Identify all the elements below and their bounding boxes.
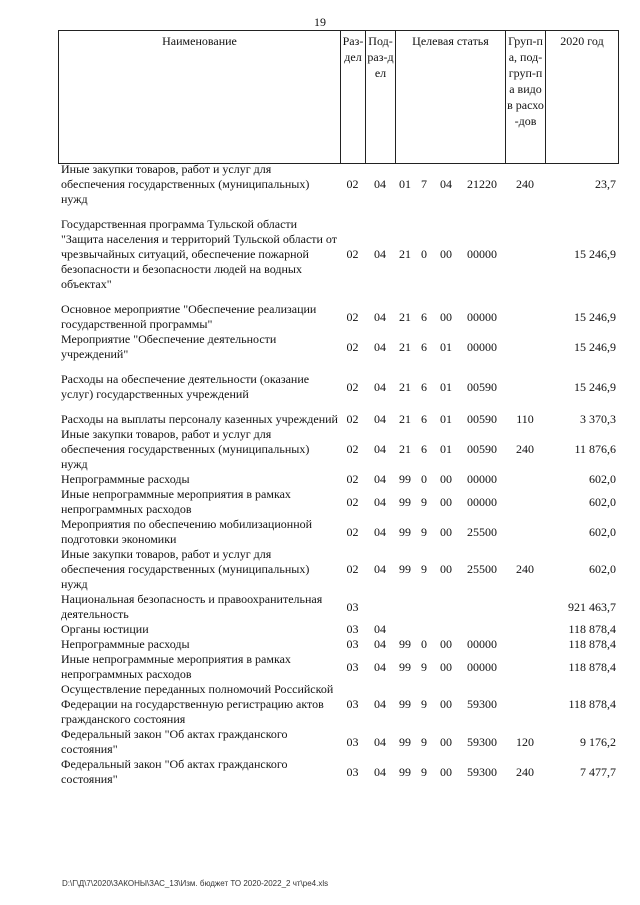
row-expense-type <box>505 472 545 487</box>
row-target-subprogram: 9 <box>421 697 427 711</box>
row-target-direction: 00000 <box>467 247 497 261</box>
row-target-program: 21 <box>399 379 411 394</box>
row-name: Государственная программа Тульской области "Защита населения и территорий Тульской области от чрезвычайных ситуаций, обеспечение пожарной безопасности и безопасности людей на водных объектах" <box>61 217 338 291</box>
page-number: 19 <box>314 15 326 29</box>
row-target-subprogram <box>415 622 433 637</box>
table-row <box>58 487 618 517</box>
row-spacer <box>58 292 618 302</box>
header-target-cell <box>396 31 506 164</box>
row-target-event: 00 <box>440 734 452 749</box>
row-amount: 602,0 <box>589 524 616 539</box>
row-target-subprogram: 6 <box>421 309 427 324</box>
row-target-subprogram: 9 <box>421 734 427 749</box>
table-row <box>58 472 618 487</box>
row-amount: 602,0 <box>589 494 616 509</box>
row-podrazdel: 04 <box>374 339 386 354</box>
row-amount: 118 878,4 <box>568 659 616 674</box>
table-row <box>58 332 618 362</box>
row-target-program: 99 <box>399 659 411 674</box>
table-row <box>58 622 618 637</box>
row-name: Мероприятия по обеспечению мобилизационной подготовки экономики <box>61 517 313 546</box>
row-target-event: 00 <box>440 524 452 539</box>
row-name: Федеральный закон "Об актах гражданского состояния" <box>61 727 288 756</box>
row-razdel: 02 <box>346 339 359 354</box>
row-target-event: 00 <box>440 472 452 486</box>
row-target-direction: 25500 <box>467 524 497 539</box>
header-target-article: Целевая статья <box>412 34 489 48</box>
row-target-program <box>395 592 415 622</box>
row-spacer-cell <box>58 292 618 302</box>
table-row <box>58 652 618 682</box>
row-razdel: 03 <box>346 637 359 651</box>
row-target-event: 00 <box>440 764 452 779</box>
row-podrazdel: 04 <box>374 442 386 456</box>
row-target-event: 04 <box>440 177 452 191</box>
row-podrazdel <box>365 592 395 622</box>
row-target-subprogram: 9 <box>421 562 427 576</box>
row-target-subprogram: 9 <box>421 764 427 779</box>
row-name: Непрограммные расходы <box>61 637 190 651</box>
row-target-subprogram: 0 <box>421 637 427 651</box>
row-razdel: 03 <box>346 659 359 674</box>
row-target-program: 21 <box>399 247 411 261</box>
row-name: Расходы на обеспечение деятельности (оказание услуг) государственных учреждений <box>61 372 310 401</box>
row-spacer-cell <box>58 207 618 217</box>
row-target-direction: 00000 <box>467 472 497 486</box>
row-target-event: 00 <box>440 659 452 674</box>
row-podrazdel: 04 <box>374 177 386 191</box>
row-target-event: 01 <box>440 442 452 456</box>
row-expense-type: 240 <box>516 764 534 779</box>
row-razdel: 03 <box>346 697 359 711</box>
row-amount: 15 246,9 <box>574 309 616 324</box>
row-podrazdel: 04 <box>374 637 386 651</box>
row-expense-type: 240 <box>516 442 534 456</box>
row-podrazdel: 04 <box>374 734 386 749</box>
row-target-program: 99 <box>399 764 411 779</box>
row-target-program: 99 <box>399 524 411 539</box>
row-target-program: 99 <box>399 637 411 651</box>
row-podrazdel: 04 <box>374 379 386 394</box>
row-amount: 23,7 <box>595 177 616 191</box>
row-target-direction: 21220 <box>467 177 497 191</box>
row-target-program: 99 <box>399 562 411 576</box>
row-target-event <box>433 592 459 622</box>
row-spacer-cell <box>58 362 618 372</box>
row-target-program: 01 <box>399 177 411 191</box>
table-row <box>58 302 618 332</box>
row-name: Федеральный закон "Об актах гражданского состояния" <box>61 757 288 786</box>
row-target-program: 99 <box>399 697 411 711</box>
row-target-subprogram: 6 <box>421 442 427 456</box>
row-target-subprogram: 9 <box>421 524 427 539</box>
row-razdel: 02 <box>346 309 359 324</box>
row-amount: 921 463,7 <box>568 599 616 614</box>
row-target-subprogram: 6 <box>421 339 427 354</box>
row-name: Иные непрограммные мероприятия в рамках непрограммных расходов <box>61 487 291 516</box>
row-target-program: 21 <box>399 309 411 324</box>
row-razdel: 03 <box>346 764 359 779</box>
row-razdel: 03 <box>346 622 359 636</box>
row-name: Иные закупки товаров, работ и услуг для обеспечения государственных (муниципальных) нужд <box>61 427 310 471</box>
row-target-program: 21 <box>399 412 411 426</box>
row-spacer <box>58 402 618 412</box>
row-target-direction <box>459 622 505 637</box>
row-amount: 15 246,9 <box>574 379 616 394</box>
row-expense-type <box>505 217 545 292</box>
row-podrazdel: 04 <box>374 412 386 426</box>
row-name: Национальная безопасность и правоохранительная деятельность <box>61 592 323 621</box>
row-target-direction: 25500 <box>467 562 497 576</box>
row-target-direction: 59300 <box>467 764 497 779</box>
row-expense-type <box>505 682 545 727</box>
table-row <box>58 757 618 787</box>
row-podrazdel: 04 <box>374 764 386 779</box>
row-target-program: 21 <box>399 339 411 354</box>
row-target-event: 00 <box>440 562 452 576</box>
row-target-subprogram: 6 <box>421 412 427 426</box>
row-podrazdel: 04 <box>374 524 386 539</box>
header-name-cell <box>59 31 341 164</box>
row-razdel: 02 <box>346 524 359 539</box>
table-row <box>58 162 618 207</box>
row-razdel: 02 <box>346 379 359 394</box>
row-name: Иные закупки товаров, работ и услуг для обеспечения государственных (муниципальных) нужд <box>61 547 310 591</box>
row-amount: 15 246,9 <box>574 339 616 354</box>
table-row <box>58 517 618 547</box>
row-target-program: 99 <box>399 734 411 749</box>
table-row <box>58 217 618 292</box>
row-target-direction: 00590 <box>467 442 497 456</box>
table-row <box>58 637 618 652</box>
row-target-event: 01 <box>440 379 452 394</box>
row-podrazdel: 04 <box>374 697 386 711</box>
row-target-subprogram <box>415 592 433 622</box>
row-amount: 602,0 <box>589 472 616 486</box>
row-expense-type <box>505 592 545 622</box>
row-name: Непрограммные расходы <box>61 472 190 486</box>
row-razdel: 02 <box>346 494 359 509</box>
row-razdel: 02 <box>346 412 359 426</box>
row-razdel: 03 <box>346 599 359 614</box>
row-target-event: 01 <box>440 339 452 354</box>
row-podrazdel: 04 <box>374 494 386 509</box>
row-expense-type <box>505 652 545 682</box>
row-podrazdel: 04 <box>374 472 386 486</box>
row-spacer-cell <box>58 402 618 412</box>
row-expense-type: 240 <box>516 177 534 191</box>
table-row <box>58 727 618 757</box>
row-expense-type <box>505 637 545 652</box>
row-target-event: 00 <box>440 697 452 711</box>
row-razdel: 02 <box>346 177 359 191</box>
row-name: Расходы на выплаты персоналу казенных учреждений <box>61 412 338 426</box>
row-spacer <box>58 207 618 217</box>
row-target-direction: 00000 <box>467 659 497 674</box>
row-target-direction <box>459 592 505 622</box>
header-expense-group: Груп-па, под-груп-па видов расхо-дов <box>507 34 544 128</box>
table-row <box>58 372 618 402</box>
row-target-direction: 00590 <box>467 412 497 426</box>
row-expense-type <box>505 372 545 402</box>
row-razdel: 02 <box>346 472 359 486</box>
row-target-event <box>433 622 459 637</box>
row-podrazdel: 04 <box>374 622 386 636</box>
row-expense-type: 120 <box>516 734 534 749</box>
row-target-direction: 59300 <box>467 734 497 749</box>
table-row <box>58 592 618 622</box>
budget-table <box>58 162 618 787</box>
row-expense-type: 240 <box>516 562 534 576</box>
row-amount: 118 878,4 <box>568 622 616 636</box>
row-podrazdel: 04 <box>374 659 386 674</box>
row-name: Иные закупки товаров, работ и услуг для обеспечения государственных (муниципальных) нужд <box>61 162 310 206</box>
row-target-event: 01 <box>440 412 452 426</box>
header-podrazdel: Под-раз-дел <box>367 34 394 80</box>
row-target-direction: 00000 <box>467 339 497 354</box>
row-target-event: 00 <box>440 247 452 261</box>
header-razdel: Раз-дел <box>342 34 364 64</box>
table-body <box>58 162 618 787</box>
row-target-direction: 00590 <box>467 379 497 394</box>
row-target-subprogram: 6 <box>421 379 427 394</box>
row-target-subprogram: 7 <box>421 177 427 191</box>
row-expense-type <box>505 622 545 637</box>
row-name: Основное мероприятие "Обеспечение реализации государственной программы" <box>61 302 317 331</box>
row-expense-type <box>505 487 545 517</box>
row-podrazdel: 04 <box>374 247 386 261</box>
header-group-cell <box>506 31 546 164</box>
row-amount: 602,0 <box>589 562 616 576</box>
row-name: Осуществление переданных полномочий Российской Федерации на государственную регистрацию актов гражданского состояния <box>61 682 334 726</box>
row-expense-type <box>505 517 545 547</box>
row-amount: 118 878,4 <box>568 637 616 651</box>
header-podrazdel-cell <box>366 31 396 164</box>
row-target-direction: 00000 <box>467 309 497 324</box>
row-target-direction: 00000 <box>467 494 497 509</box>
row-expense-type: 110 <box>516 412 534 426</box>
row-amount: 3 370,3 <box>580 412 616 426</box>
header-razdel-cell <box>341 31 366 164</box>
row-target-subprogram: 9 <box>421 659 427 674</box>
row-name: Мероприятие "Обеспечение деятельности учреждений" <box>61 332 277 361</box>
row-target-program <box>395 622 415 637</box>
row-podrazdel: 04 <box>374 562 386 576</box>
row-podrazdel: 04 <box>374 309 386 324</box>
row-target-program: 99 <box>399 494 411 509</box>
row-target-direction: 59300 <box>467 697 497 711</box>
row-razdel: 02 <box>346 247 359 261</box>
row-name: Органы юстиции <box>61 622 149 636</box>
table-row <box>58 547 618 592</box>
row-amount: 9 176,2 <box>580 734 616 749</box>
row-amount: 15 246,9 <box>574 247 616 261</box>
row-name: Иные непрограммные мероприятия в рамках непрограммных расходов <box>61 652 291 681</box>
header-year-cell <box>546 31 619 164</box>
file-path-footer: D:\Г\Д\7\2020\ЗАКОНЫ\ЗАС_13\Изм. бюджет ТО 2020-2022_2 чт\ре4.xls <box>62 879 329 888</box>
row-amount: 118 878,4 <box>568 697 616 711</box>
row-target-subprogram: 9 <box>421 494 427 509</box>
table-row <box>58 682 618 727</box>
table-header <box>58 30 619 164</box>
row-target-event: 00 <box>440 637 452 651</box>
row-target-subprogram: 0 <box>421 472 427 486</box>
row-spacer <box>58 362 618 372</box>
row-expense-type <box>505 302 545 332</box>
header-name: Наименование <box>162 34 237 48</box>
row-amount: 11 876,6 <box>574 442 616 456</box>
row-razdel: 03 <box>346 734 359 749</box>
row-amount: 7 477,7 <box>580 764 616 779</box>
row-razdel: 02 <box>346 442 359 456</box>
table-row <box>58 427 618 472</box>
row-target-program: 99 <box>399 472 411 486</box>
header-year: 2020 год <box>560 34 604 48</box>
row-target-event: 00 <box>440 309 452 324</box>
row-target-direction: 00000 <box>467 637 497 651</box>
row-razdel: 02 <box>346 562 359 576</box>
table-row <box>58 412 618 427</box>
row-target-subprogram: 0 <box>421 247 427 261</box>
row-target-event: 00 <box>440 494 452 509</box>
row-expense-type <box>505 332 545 362</box>
row-target-program: 21 <box>399 442 411 456</box>
